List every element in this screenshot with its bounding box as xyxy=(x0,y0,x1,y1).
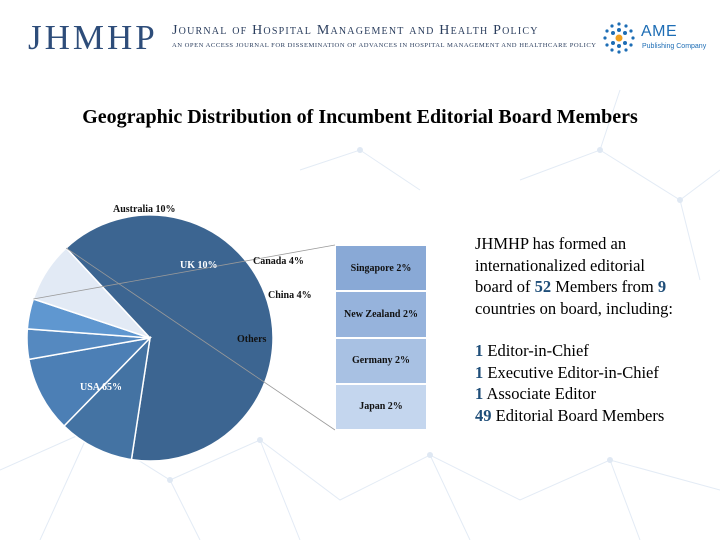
pie-slice-label: UK 10% xyxy=(180,260,218,271)
member-count: 52 xyxy=(534,277,552,296)
journal-tagline: AN OPEN ACCESS JOURNAL FOR DISSEMINATION OF ADVANCES IN HOSPITAL MANAGEMENT AND HEALTHCARE POLICY xyxy=(172,42,597,49)
pie-slice-label: China 4% xyxy=(268,290,312,301)
breakdown-segment xyxy=(335,245,427,291)
role-item: 49 Editorial Board Members xyxy=(475,405,665,425)
breakdown-segment-label: Germany 2% xyxy=(351,355,411,367)
role-item: 1 Editor-in-Chief xyxy=(475,341,589,360)
publisher-name: AME xyxy=(641,23,678,40)
pie-slice-label: Others xyxy=(237,334,267,345)
summary-line-1: JHMHP has formed an xyxy=(475,234,627,253)
pie-slice-label: Australia 10% xyxy=(113,204,176,215)
role-item: 1 Executive Editor-in-Chief xyxy=(475,362,659,382)
publisher-subtitle: Publishing Company xyxy=(642,43,707,50)
country-count: 9 xyxy=(657,277,667,296)
pie-slice-label: Canada 4% xyxy=(253,256,304,267)
breakdown-segment xyxy=(335,338,427,384)
breakdown-segment xyxy=(335,384,427,430)
journal-logo: JHMHP xyxy=(28,18,158,57)
journal-name: Journal of Hospital Management and Health Policy xyxy=(172,23,539,38)
role-item: 1 Associate Editor xyxy=(475,384,596,403)
summary-line-3: board of 52 Members from 9 xyxy=(475,277,667,296)
others-breakdown-bar xyxy=(335,245,427,430)
breakdown-segment xyxy=(335,291,427,337)
summary-line-2: internationalized editorial xyxy=(475,255,645,275)
breakdown-segment-label: Singapore 2% xyxy=(350,262,412,274)
breakdown-segment-label: New Zealand 2% xyxy=(344,308,418,320)
board-summary xyxy=(475,233,715,426)
breakdown-segment-label: Japan 2% xyxy=(359,401,403,413)
pie-slice-label: USA 65% xyxy=(80,382,122,393)
summary-line-4: countries on board, including: xyxy=(475,298,673,318)
chart-title: Geographic Distribution of Incumbent Editorial Board Members xyxy=(82,106,638,128)
